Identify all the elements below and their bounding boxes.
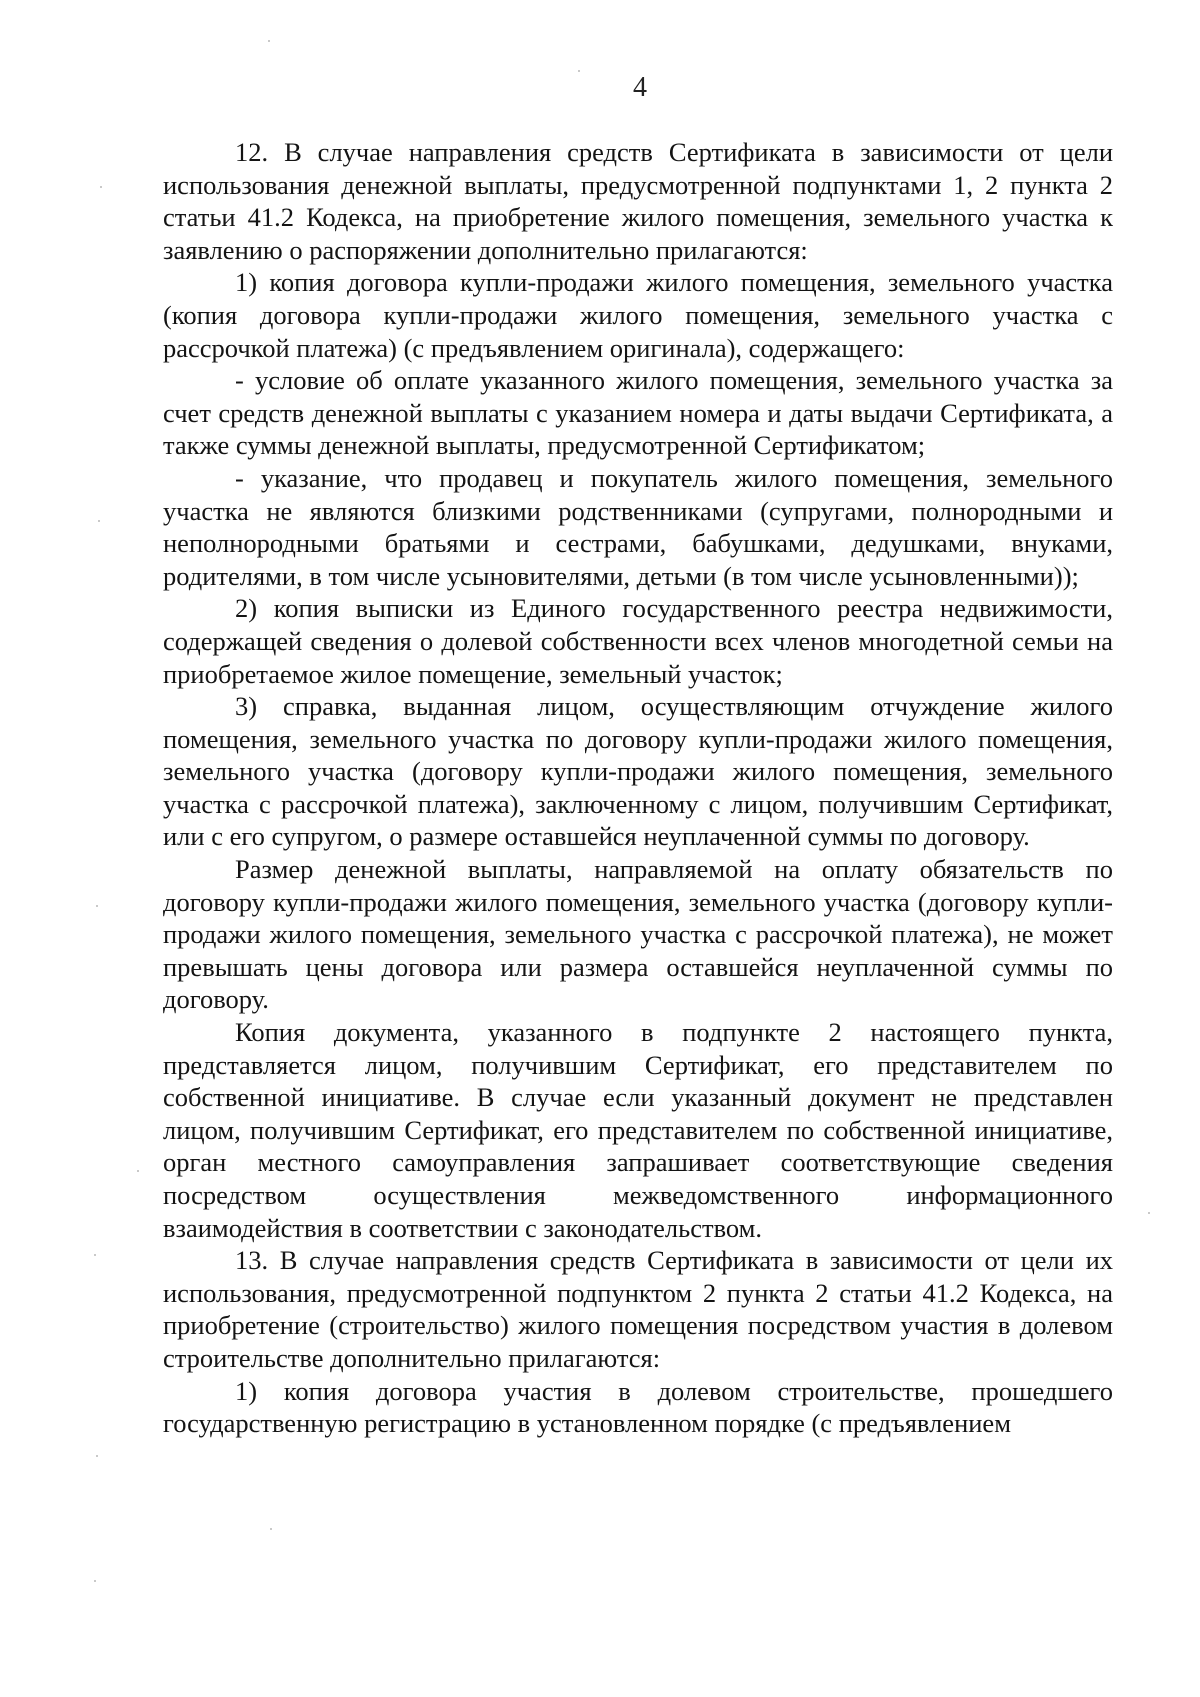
scan-speck xyxy=(100,186,102,188)
scan-speck xyxy=(96,1455,98,1457)
paragraph-13-item-1: 1) копия договора участия в долевом строительстве, прошедшего государственную регистрацию в установленном порядке (с предъявлением xyxy=(163,1375,1113,1439)
paragraph-12-payment-limit: Размер денежной выплаты, направляемой на оплату обязательств по договору купли-продажи жилого помещения, земельного участка (договору купли-продажи жилого помещения, земельного участка с рассрочкой платежа), не может превышать цены договора или размера оставшейся неуплаченной суммы по договору. xyxy=(163,854,1113,1015)
scan-speck xyxy=(137,1170,139,1172)
paragraph-12-intro: 12. В случае направления средств Сертификата в зависимости от цели использования денежной выплаты, предусмотренной подпунктами 1, 2 пункта 2 статьи 41.2 Кодекса, на приобретение жилого помещения, земельного участка к заявлению о распоряжении дополнительно прилагаются: xyxy=(163,137,1113,265)
paragraph-12-item-1: 1) копия договора купли-продажи жилого помещения, земельного участка (копия договора купли-продажи жилого помещения, земельного участка с рассрочкой платежа) (с предъявлением оригинала), содержащего: xyxy=(163,267,1113,363)
document-body xyxy=(163,136,1113,1440)
paragraph-12-item-2: 2) копия выписки из Единого государственного реестра недвижимости, содержащей сведения о долевой собственности всех членов многодетной семьи на приобретаемое жилое помещение, земельный участок; xyxy=(163,593,1113,689)
scan-speck xyxy=(96,905,98,907)
scan-speck xyxy=(268,40,270,42)
paragraph-12-item-3: 3) справка, выданная лицом, осуществляющим отчуждение жилого помещения, земельного участка по договору купли-продажи жилого помещения, земельного участка (договору купли-продажи жилого помещения, земельного участка с рассрочкой платежа), заключенному с лицом, получившим Сертификат, или с его супругом, о размере оставшейся неуплаченной суммы по договору. xyxy=(163,691,1113,852)
scan-speck xyxy=(98,520,100,522)
scan-speck xyxy=(94,1580,96,1582)
paragraph-12-item-1-condition-relatives: - указание, что продавец и покупатель жилого помещения, земельного участка не являются близкими родственниками (супругами, полнородными и неполнородными братьями и сестрами, бабушками, дедушками, внуками, родителями, в том числе усыновителями, детьми (в том числе усыновленными)); xyxy=(163,462,1113,591)
page-number: 4 xyxy=(633,72,647,103)
scan-speck xyxy=(578,70,580,72)
scan-speck xyxy=(1148,1212,1150,1214)
scan-speck xyxy=(94,1254,96,1256)
scan-speck xyxy=(270,1528,272,1530)
paragraph-12-document-copy: Копия документа, указанного в подпункте 2 настоящего пункта, представляется лицом, получившим Сертификат, его представителем по собственной инициативе. В случае если указанный документ не представлен лицом, получившим Сертификат, его представителем по собственной инициативе, орган местного самоуправления запрашивает соответствующие сведения посредством осуществления межведомственного информационного взаимодействия в соответствии с законодательством. xyxy=(163,1017,1113,1243)
paragraph-12-item-1-condition-payment: - условие об оплате указанного жилого помещения, земельного участка за счет средств денежной выплаты с указанием номера и даты выдачи Сертификата, а также суммы денежной выплаты, предусмотренной Сертификатом; xyxy=(163,365,1113,461)
paragraph-13-intro: 13. В случае направления средств Сертификата в зависимости от цели их использования, предусмотренной подпунктом 2 пункта 2 статьи 41.2 Кодекса, на приобретение (строительство) жилого помещения посредством участия в долевом строительстве дополнительно прилагаются: xyxy=(163,1245,1113,1373)
